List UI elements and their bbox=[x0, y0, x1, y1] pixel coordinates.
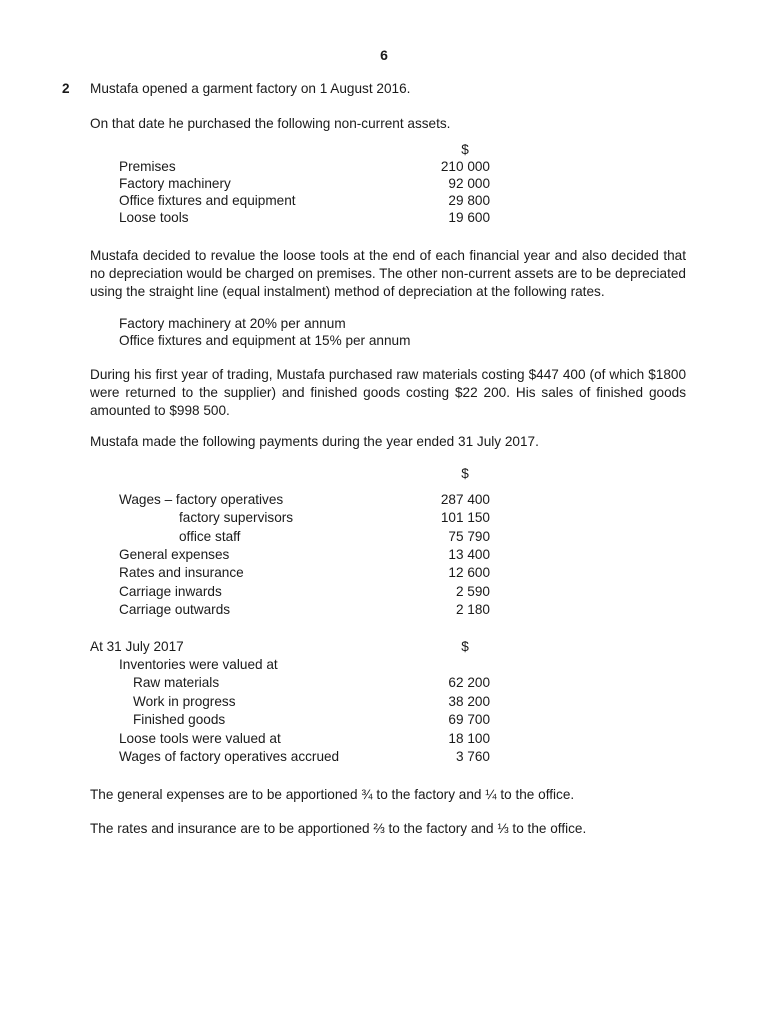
year-end-row bbox=[0, 730, 768, 748]
year-end-heading: At 31 July 2017 bbox=[90, 639, 184, 654]
year-end-row-label: Work in progress bbox=[133, 693, 236, 709]
year-end-row-label: Finished goods bbox=[133, 712, 226, 728]
year-end-row-value: 18 100 bbox=[448, 730, 490, 746]
year-end-row bbox=[0, 693, 768, 711]
year-end-row bbox=[0, 711, 768, 729]
year-end-row-value: 3 760 bbox=[455, 749, 490, 764]
payment-row-value: 2 590 bbox=[455, 583, 490, 599]
payment-row bbox=[0, 583, 768, 601]
year-end-row-label: Wages of factory operatives accrued bbox=[119, 749, 340, 764]
payment-row bbox=[0, 491, 768, 509]
year-end-row bbox=[0, 674, 768, 692]
payment-row-label: Rates and insurance bbox=[119, 565, 244, 581]
year-end-currency-header: $ bbox=[461, 639, 469, 654]
payment-row-value: 2 180 bbox=[455, 601, 490, 617]
asset-row bbox=[0, 158, 768, 176]
depreciation-policy: Mustafa decided to revalue the loose tools at the end of each financial year and also decided that no depreciation would be charged on premises. The other non-current assets are to be depreciated using the straight line (equal instalment) method of depreciation at the following rates. bbox=[90, 248, 686, 299]
asset-row bbox=[0, 209, 768, 227]
assets-currency-header: $ bbox=[461, 142, 469, 157]
payment-row bbox=[0, 546, 768, 564]
payments-currency-header: $ bbox=[461, 466, 469, 481]
year-end-row-value: 62 200 bbox=[448, 675, 490, 691]
asset-row-value: 29 800 bbox=[448, 193, 490, 208]
payment-row bbox=[0, 528, 768, 546]
year-end-row bbox=[0, 656, 768, 674]
intro-text: Mustafa opened a garment factory on 1 August 2016. bbox=[90, 81, 411, 96]
payment-row-value: 75 790 bbox=[448, 528, 490, 544]
asset-row-value: 210 000 bbox=[440, 159, 490, 174]
asset-row bbox=[0, 175, 768, 193]
page-number: 6 bbox=[380, 47, 388, 63]
payment-row-label: office staff bbox=[179, 528, 241, 544]
year-end-row bbox=[0, 748, 768, 766]
payment-row-value: 287 400 bbox=[440, 492, 490, 507]
asset-row-label: Factory machinery bbox=[119, 176, 231, 191]
payment-row-value: 101 150 bbox=[440, 510, 490, 526]
payment-row bbox=[0, 564, 768, 582]
trading-info: During his first year of trading, Mustafa purchased raw materials costing $447 400 (of which $1800 were returned to the supplier) and finished goods costing $22 200. His sales of finished goods amounted to $998 500. bbox=[90, 367, 686, 418]
payment-row-label: Carriage outwards bbox=[119, 601, 231, 617]
payment-row-value: 12 600 bbox=[448, 565, 490, 581]
year-end-row-value: 38 200 bbox=[448, 693, 490, 709]
payment-row-label: factory supervisors bbox=[179, 510, 294, 526]
payment-row-label: Carriage inwards bbox=[119, 583, 222, 599]
payment-row-label: General expenses bbox=[119, 546, 230, 562]
asset-row-label: Office fixtures and equipment bbox=[119, 193, 296, 208]
asset-row-label: Loose tools bbox=[119, 210, 189, 225]
year-end-row-label: Inventories were valued at bbox=[119, 657, 278, 672]
asset-row-label: Premises bbox=[119, 159, 176, 174]
general-expenses-note: The general expenses are to be apportioned ¾ to the factory and ¼ to the office. bbox=[90, 787, 575, 802]
year-end-row-label: Raw materials bbox=[133, 675, 220, 691]
year-end-row-label: Loose tools were valued at bbox=[119, 730, 281, 746]
payment-row bbox=[0, 509, 768, 527]
payments-intro: Mustafa made the following payments during the year ended 31 July 2017. bbox=[90, 434, 539, 449]
rates-note: The rates and insurance are to be apportioned ⅔ to the factory and ⅓ to the office. bbox=[90, 821, 587, 836]
payment-row bbox=[0, 601, 768, 619]
year-end-row-value: 69 700 bbox=[448, 712, 490, 728]
asset-row-value: 92 000 bbox=[448, 176, 490, 191]
payment-row-label: Wages – factory operatives bbox=[119, 492, 284, 507]
purchase-intro: On that date he purchased the following non-current assets. bbox=[90, 116, 451, 131]
asset-row bbox=[0, 192, 768, 210]
question-number: 2 bbox=[62, 81, 70, 96]
rate-item: Office fixtures and equipment at 15% per annum bbox=[119, 333, 411, 348]
payment-row-value: 13 400 bbox=[448, 546, 490, 562]
rate-item: Factory machinery at 20% per annum bbox=[119, 316, 346, 331]
asset-row-value: 19 600 bbox=[448, 210, 490, 225]
